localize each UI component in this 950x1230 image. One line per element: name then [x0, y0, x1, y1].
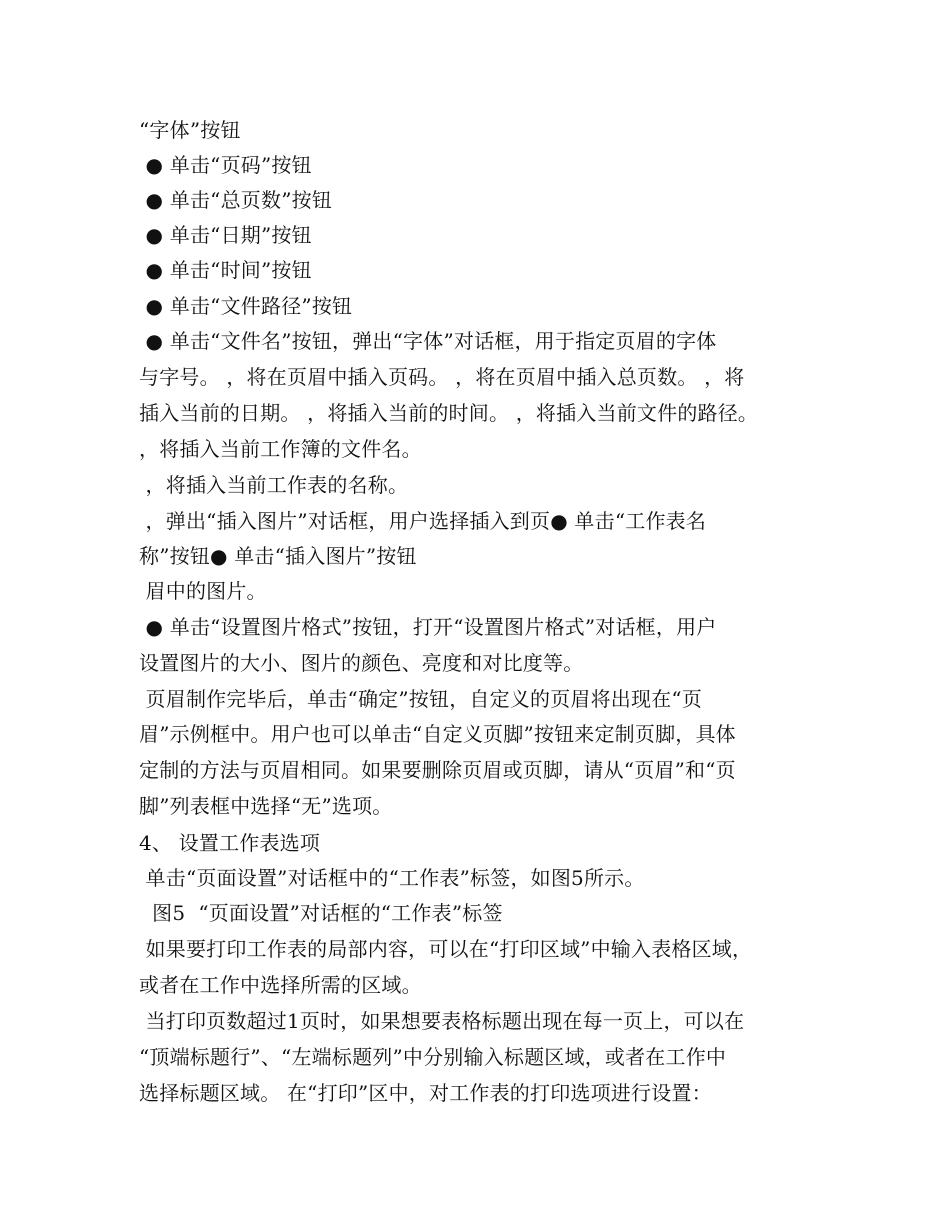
text-line: 眉中的图片。: [139, 579, 267, 603]
bullet-item: ● 单击“设置图片格式”按钮，打开“设置图片格式”对话框，用户: [139, 615, 717, 639]
text-line: 称”按钮● 单击“插入图片”按钮: [139, 544, 417, 568]
bullet-item: ● 单击“页码”按钮: [139, 153, 312, 177]
paragraph-line: 当打印页数超过1页时，如果想要表格标题出现在每一页上，可以在: [139, 1009, 745, 1033]
text-line: “字体”按钮: [139, 118, 241, 142]
paragraph-line: “顶端标题行”、“左端标题列”中分别输入标题区域，或者在工作中: [139, 1045, 727, 1069]
paragraph-line: 或者在工作中选择所需的区域。: [139, 973, 422, 997]
text-line: ，弹出“插入图片”对话框，用户选择插入到页● 单击“工作表名: [139, 509, 707, 533]
bullet-item: ● 单击“文件名”按钮，弹出“字体”对话框，用于指定页眉的字体: [139, 329, 717, 353]
paragraph-line: 页眉制作完毕后，单击“确定”按钮，自定义的页眉将出现在“页: [139, 687, 703, 711]
text-line: 设置图片的大小、图片的颜色、亮度和对比度等。: [139, 651, 584, 675]
text-line: 与字号。 ，将在页眉中插入页码。 ，将在页眉中插入总页数。 ，将: [139, 365, 745, 389]
paragraph-line: 定制的方法与页眉相同。如果要删除页眉或页脚，请从“页眉”和“页: [139, 758, 736, 782]
bullet-item: ● 单击“时间”按钮: [139, 258, 312, 282]
bullet-item: ● 单击“日期”按钮: [139, 223, 312, 247]
paragraph-line: 单击“页面设置”对话框中的“工作表”标签，如图5所示。: [139, 866, 645, 890]
text-line: ，将插入当前工作表的名称。: [139, 473, 409, 497]
paragraph-line: 选择标题区域。 在“打印”区中，对工作表的打印选项进行设置：: [139, 1081, 712, 1105]
paragraph-line: 眉”示例框中。用户也可以单击“自定义页脚”按钮来定制页脚，具体: [139, 722, 736, 746]
bullet-item: ● 单击“文件路径”按钮: [139, 294, 353, 318]
text-line: 插入当前的日期。 ，将插入当前的时间。 ，将插入当前文件的路径。: [139, 401, 759, 425]
section-heading: 4、 设置工作表选项: [139, 831, 321, 855]
figure-caption: 图5 “页面设置”对话框的“工作表”标签: [139, 901, 503, 925]
paragraph-line: 脚”列表框中选择“无”选项。: [139, 794, 393, 818]
paragraph-line: 如果要打印工作表的局部内容，可以在“打印区域”中输入表格区域，: [139, 937, 753, 961]
text-line: ，将插入当前工作簿的文件名。: [139, 437, 422, 461]
bullet-item: ● 单击“总页数”按钮: [139, 188, 333, 212]
